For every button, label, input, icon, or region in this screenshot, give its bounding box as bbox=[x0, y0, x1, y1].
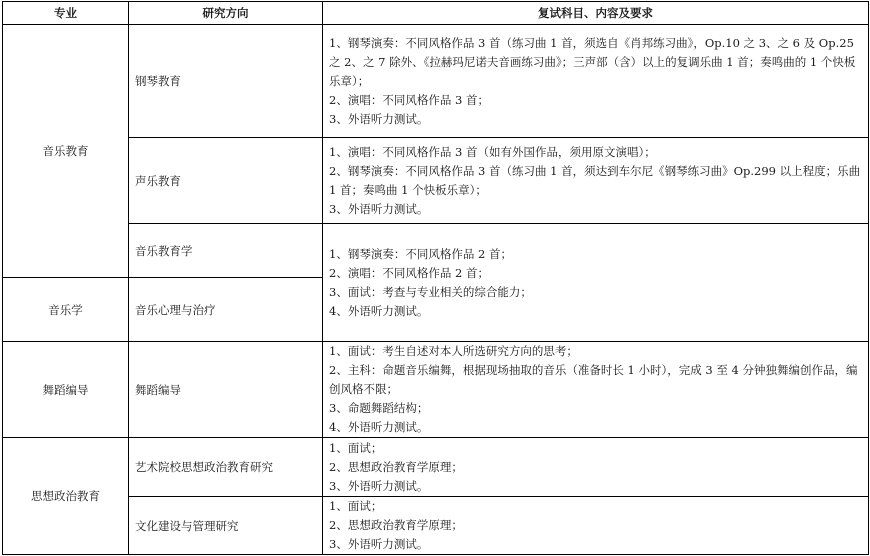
requirement-line: 2、思想政治教育学原理； bbox=[329, 518, 463, 532]
direction-piano-education: 钢琴教育 bbox=[129, 25, 323, 138]
requirement-line: 4、外语听力测试。 bbox=[329, 303, 429, 318]
major-dance-choreography: 舞蹈编导 bbox=[3, 342, 129, 438]
requirement-line: 1、钢琴演奏：不同风格作品 3 首（练习曲 1 首，须选自《肖邦练习曲》，Op.10 之 3、之 6 及 Op.25 之 2、之 7 除外、《拉赫玛尼诺夫音画练习曲》；三声部（含）以上的复调乐曲 1 首；奏鸣曲的 1 个快板乐章）； bbox=[329, 35, 856, 88]
requirements-piano-education bbox=[323, 25, 869, 138]
requirement-line: 3、命题舞蹈结构； bbox=[329, 401, 429, 415]
requirement-line: 2、演唱：不同风格作品 2 首； bbox=[329, 265, 489, 280]
direction-art-college-ideological: 艺术院校思想政治教育研究 bbox=[129, 438, 323, 497]
requirement-line: 3、外语听力测试。 bbox=[329, 478, 429, 493]
requirement-line: 3、外语听力测试。 bbox=[329, 537, 429, 551]
table-row bbox=[3, 497, 869, 555]
requirement-line: 2、主科：命题音乐编舞，根据现场抽取的音乐（准备时长 1 小时），完成 3 至 4 分钟独舞编创作品，编创风格不限； bbox=[329, 363, 858, 396]
header-row bbox=[3, 2, 869, 25]
direction-vocal-education: 声乐教育 bbox=[129, 138, 323, 224]
header-requirements: 复试科目、内容及要求 bbox=[323, 2, 869, 25]
requirement-line: 1、面试； bbox=[329, 499, 383, 513]
requirement-line: 3、面试：考查与专业相关的综合能力； bbox=[329, 284, 532, 299]
table-row bbox=[3, 224, 869, 278]
requirements-vocal-education bbox=[323, 138, 869, 224]
major-music-education: 音乐教育 bbox=[3, 25, 129, 278]
requirement-line: 2、钢琴演奏：不同风格作品 3 首（练习曲 1 首，须达到车尔尼《钢琴练习曲》Op.299 以上程度；乐曲 1 首；奏鸣曲 1 个快板乐章）； bbox=[329, 163, 861, 197]
requirement-line: 1、面试； bbox=[329, 440, 383, 455]
requirement-line: 2、演唱：不同风格作品 3 首； bbox=[329, 92, 489, 107]
requirements-cultural-construction bbox=[323, 497, 869, 555]
requirement-line: 4、外语听力测试。 bbox=[329, 420, 429, 434]
table-row bbox=[3, 25, 869, 138]
major-ideological-political-education: 思想政治教育 bbox=[3, 438, 129, 555]
requirement-line: 1、面试：考生自述对本人所选研究方向的思考； bbox=[329, 344, 578, 358]
direction-music-pedagogy: 音乐教育学 bbox=[129, 224, 323, 278]
major-musicology: 音乐学 bbox=[3, 278, 129, 342]
table-row bbox=[3, 138, 869, 224]
table-row bbox=[3, 342, 869, 438]
requirement-line: 3、外语听力测试。 bbox=[329, 111, 429, 126]
direction-cultural-construction: 文化建设与管理研究 bbox=[129, 497, 323, 555]
direction-music-psychology-therapy: 音乐心理与治疗 bbox=[129, 278, 323, 342]
requirements-art-college-ideological bbox=[323, 438, 869, 497]
requirement-line: 2、思想政治教育学原理； bbox=[329, 459, 463, 474]
direction-choreography: 舞蹈编导 bbox=[129, 342, 323, 438]
exam-requirements-table bbox=[2, 1, 869, 555]
header-major: 专业 bbox=[3, 2, 129, 25]
requirements-pedagogy-psychology bbox=[323, 224, 869, 342]
header-direction: 研究方向 bbox=[129, 2, 323, 25]
requirement-line: 1、演唱：不同风格作品 3 首（如有外国作品，须用原文演唱）； bbox=[329, 144, 656, 159]
requirement-line: 1、钢琴演奏：不同风格作品 2 首； bbox=[329, 246, 512, 261]
requirement-line: 3、外语听力测试。 bbox=[329, 201, 429, 216]
table-row bbox=[3, 438, 869, 497]
requirements-choreography bbox=[323, 342, 869, 438]
